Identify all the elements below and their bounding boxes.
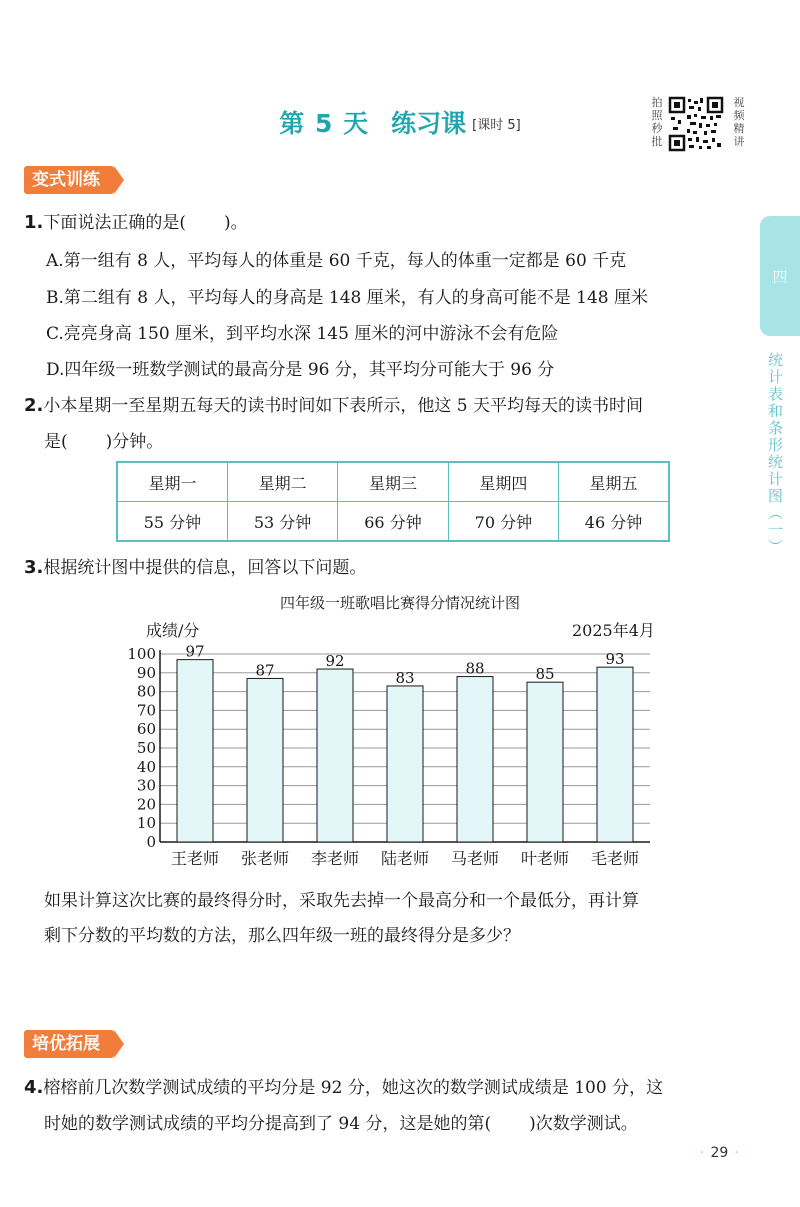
q4-line2 <box>44 1109 638 1134</box>
y-tick-label: 0 <box>146 833 156 851</box>
qr-right-char: 精 <box>733 122 745 135</box>
x-tick-label: 马老师 <box>450 849 500 868</box>
question-number: 1. <box>24 212 44 233</box>
bar-value-label: 88 <box>465 659 485 678</box>
y-tick-label: 100 <box>127 645 156 663</box>
q1-option-c: C.亮亮身高 150 厘米，到平均水深 145 厘米的河中游泳不会有危险 <box>46 324 559 344</box>
bar-value-label: 97 <box>185 642 205 661</box>
table-header-cell: 星期一 <box>117 462 227 502</box>
table-cell: 53 分钟 <box>227 502 337 542</box>
qr-code-icon[interactable] <box>668 96 724 152</box>
qr-left-char: 批 <box>651 135 663 148</box>
q2-line2 <box>44 427 163 452</box>
q4-line2-a: 时她的数学测试成绩的平均分提高到了 94 分，这是她的第( <box>44 1114 492 1134</box>
table-cell: 70 分钟 <box>448 502 558 542</box>
bar <box>317 669 353 842</box>
table-header-cell: 星期二 <box>227 462 337 502</box>
qr-right-char: 频 <box>733 109 745 122</box>
reading-time-table <box>116 461 670 542</box>
chart-title: 四年级一班歌唱比赛得分情况统计图 <box>279 594 520 612</box>
y-tick-label: 90 <box>136 663 156 682</box>
x-tick-label: 张老师 <box>240 849 290 868</box>
bar <box>387 686 423 842</box>
title-tag: [课时 5] <box>472 118 521 133</box>
y-tick-label: 80 <box>136 682 156 701</box>
y-tick-label: 70 <box>136 701 156 720</box>
bar <box>457 677 493 842</box>
question-4 <box>24 1073 663 1098</box>
y-tick-label: 60 <box>136 720 156 739</box>
y-tick-label: 10 <box>136 814 156 833</box>
y-tick-label: 30 <box>136 776 156 795</box>
question-number: 2. <box>24 395 44 416</box>
bar-value-label: 83 <box>395 668 415 687</box>
page-number-text: 29 <box>710 1145 729 1161</box>
q3-stem: 根据统计图中提供的信息，回答以下问题。 <box>43 558 367 578</box>
q3-text-line1: 如果计算这次比赛的最终得分时，采取先去掉一个最高分和一个最低分，再计算 <box>44 891 639 911</box>
table-header-cell: 星期四 <box>448 462 558 502</box>
qr-block <box>650 96 746 152</box>
qr-left-char: 秒 <box>651 122 663 135</box>
chapter-title-vertical: 统计表和条形统计图（一） <box>766 352 784 556</box>
q1-option-d: D.四年级一班数学测试的最高分是 96 分，其平均分可能大于 96 分 <box>46 360 555 380</box>
bar <box>527 682 563 842</box>
bar <box>177 660 213 842</box>
qr-left-char: 照 <box>651 109 663 122</box>
q2-line2-b: )分钟。 <box>105 432 164 452</box>
qr-right-char: 视 <box>733 96 745 109</box>
chart-y-axis-label: 成绩/分 <box>146 621 200 640</box>
bar-value-label: 93 <box>605 650 625 669</box>
x-tick-label: 叶老师 <box>520 849 570 868</box>
bar <box>597 667 633 842</box>
table-row <box>117 502 669 542</box>
qr-right-char: 讲 <box>733 135 745 148</box>
x-tick-label: 李老师 <box>310 849 360 868</box>
x-tick-label: 毛老师 <box>590 849 640 868</box>
table-header-cell: 星期三 <box>338 462 448 502</box>
q2-line1: 小本星期一至星期五每天的读书时间如下表所示，他这 5 天平均每天的读书时间 <box>43 396 643 416</box>
table-header-cell: 星期五 <box>559 462 669 502</box>
y-tick-label: 50 <box>136 739 156 757</box>
bar-value-label: 85 <box>535 665 555 684</box>
qr-left-caption <box>650 96 664 148</box>
x-tick-label: 王老师 <box>170 849 220 868</box>
table-cell: 46 分钟 <box>559 502 669 542</box>
title-day: 第 5 天 <box>279 109 370 138</box>
q4-line2-b: )次数学测试。 <box>529 1114 638 1134</box>
qr-right-caption <box>732 96 746 148</box>
q4-line1: 榕榕前几次数学测试成绩的平均分是 92 分，她这次的数学测试成绩是 100 分，这 <box>43 1078 664 1098</box>
x-tick-label: 陆老师 <box>380 849 430 868</box>
bar-value-label: 87 <box>255 661 275 680</box>
q1-option-b: B.第二组有 8 人，平均每人的身高是 148 厘米，有人的身高可能不是 148 厘米 <box>46 288 649 308</box>
q1-option-a: A.第一组有 8 人，平均每人的体重是 60 千克，每人的体重一定都是 60 千克 <box>46 251 627 271</box>
dot-icon: · <box>700 1145 705 1161</box>
qr-left-char: 拍 <box>651 96 663 109</box>
section-badge-advanced: 培优拓展 <box>24 1030 114 1058</box>
q1-stem-a: 下面说法正确的是( <box>43 213 187 233</box>
chart-date: 2025年4月 <box>572 621 655 640</box>
title-lesson: 练习课 <box>391 109 467 138</box>
dot-icon: · <box>734 1145 739 1161</box>
y-tick-label: 20 <box>136 795 156 814</box>
question-number: 4. <box>24 1077 44 1098</box>
q3-text-line2: 剩下分数的平均数的方法，那么四年级一班的最终得分是多少？ <box>44 926 520 946</box>
section-badge-variant-training: 变式训练 <box>24 166 114 194</box>
page-number <box>694 1145 745 1161</box>
chapter-tab: 四 <box>760 216 800 336</box>
q2-line2-a: 是( <box>44 432 68 452</box>
question-3 <box>24 553 366 578</box>
table-cell: 66 分钟 <box>338 502 448 542</box>
bar-chart <box>120 636 660 876</box>
question-1 <box>24 208 248 233</box>
question-2 <box>24 391 643 416</box>
bar-value-label: 92 <box>325 652 345 671</box>
table-cell: 55 分钟 <box>117 502 227 542</box>
y-tick-label: 40 <box>136 757 156 776</box>
question-number: 3. <box>24 557 44 578</box>
table-header-row <box>117 462 669 502</box>
q1-stem-b: )。 <box>224 213 248 233</box>
bar <box>247 678 283 842</box>
